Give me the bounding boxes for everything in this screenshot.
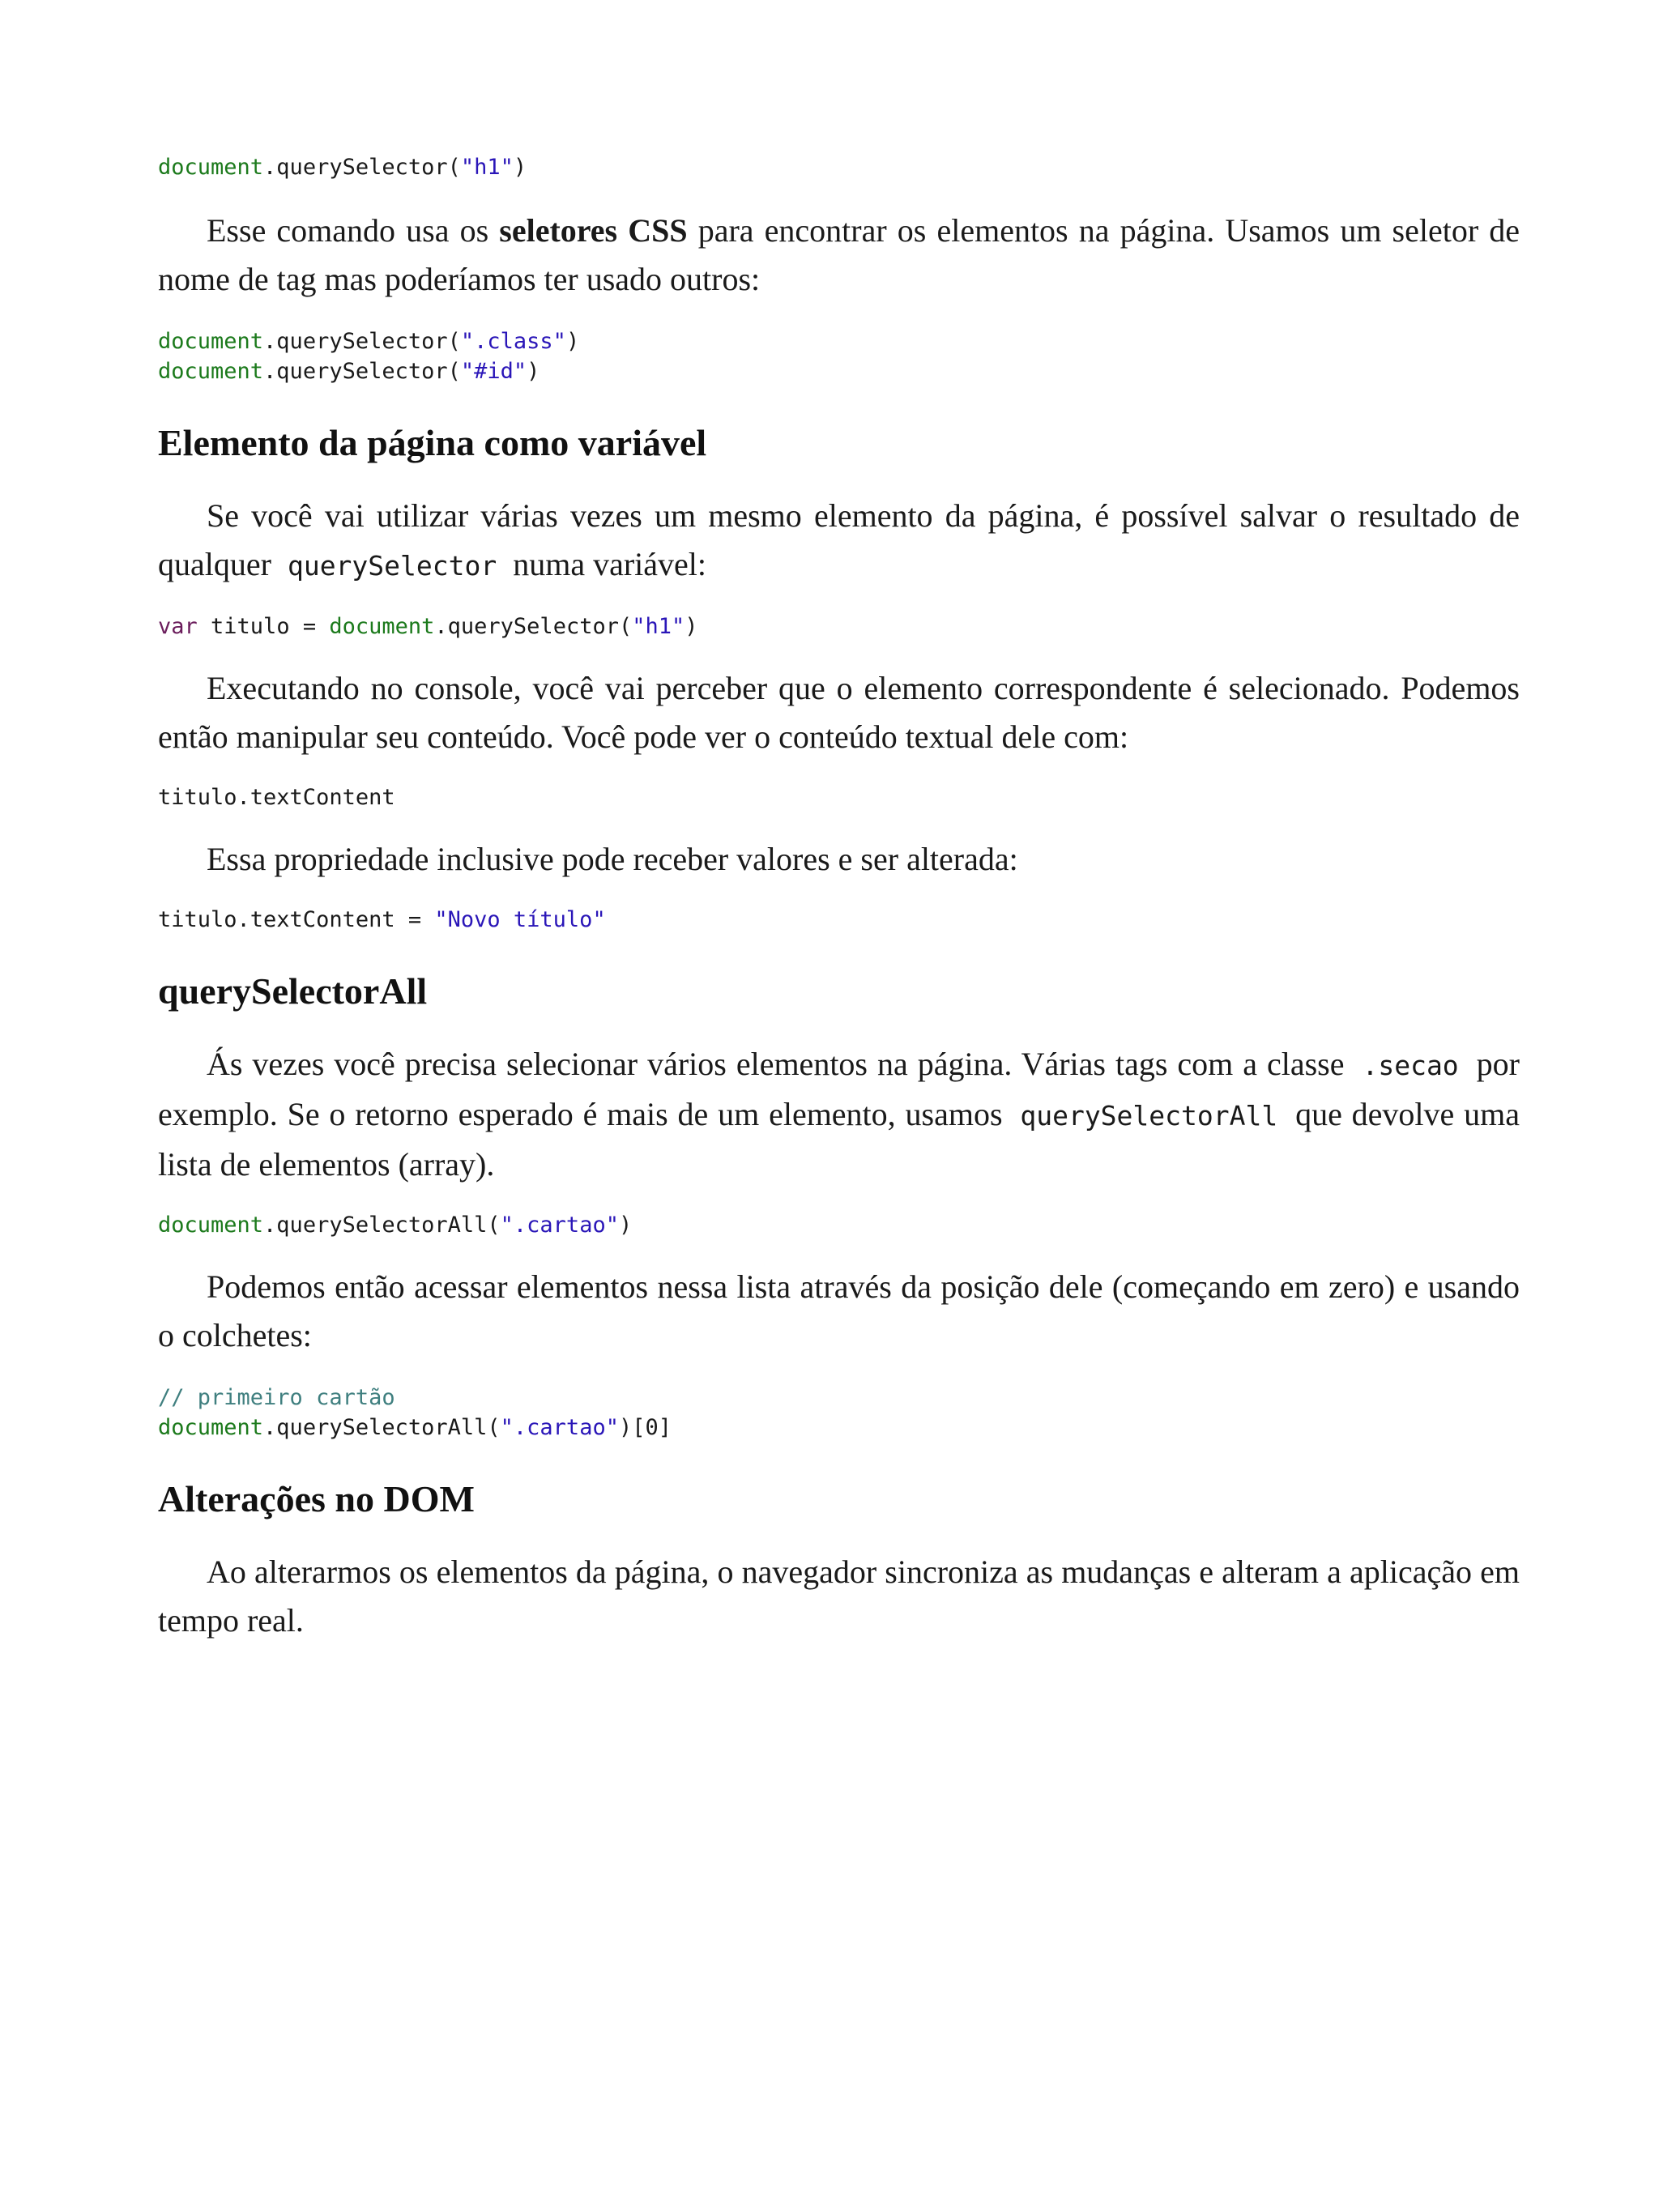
code-block-textcontent xyxy=(158,782,1520,812)
code-block-cartao xyxy=(158,1210,1520,1240)
paragraph-colchetes: Podemos então acessar elementos nessa lista através da posição dele (começando em zero) e usando o colchetes: xyxy=(158,1268,1520,1353)
code-close: ) xyxy=(684,614,698,639)
code-keyword: var xyxy=(158,614,198,639)
paragraph-propriedade: Essa propriedade inclusive pode receber valores e ser alterada: xyxy=(207,841,1018,877)
code-object: document xyxy=(158,1213,264,1238)
code-line xyxy=(158,905,1520,935)
code-comment: // primeiro cartão xyxy=(158,1385,395,1410)
code-method: .querySelector( xyxy=(434,614,633,639)
para-text: para encontrar os elementos na página. Usamos um seletor de nome de tag mas poderíamos ter usado outros: xyxy=(158,212,1520,297)
code-string: "#id" xyxy=(460,359,527,384)
paragraph-dom: Ao alterarmos os elementos da página, o navegador sincroniza as mudanças e alteram a aplicação em tempo real. xyxy=(158,1554,1520,1639)
code-block-primeiro-cartao xyxy=(158,1383,1520,1443)
paragraph-queryselectorall xyxy=(158,1040,1520,1189)
para-text: que devolve uma lista de elementos (array). xyxy=(158,1096,1520,1183)
code-object: document xyxy=(158,329,264,354)
code-string: ".cartao" xyxy=(500,1213,619,1238)
inline-code: querySelectorAll xyxy=(1020,1100,1278,1132)
code-close: )[0] xyxy=(618,1415,672,1440)
para-bold: seletores CSS xyxy=(499,212,688,249)
section-heading: querySelectorAll xyxy=(158,970,428,1012)
para-text: Esse comando usa os xyxy=(207,212,500,249)
code-block-queryselector-h1 xyxy=(158,152,1520,182)
code-string: "h1" xyxy=(632,614,685,639)
code-line xyxy=(158,612,1520,641)
code-object: document xyxy=(329,614,435,639)
code-object: document xyxy=(158,359,264,384)
para-text: numa variável: xyxy=(505,546,707,582)
para-text: por exemplo. Se o retorno esperado é mais de um elemento, usamos xyxy=(158,1046,1520,1132)
paragraph-console: Executando no console, você vai perceber que o elemento correspondente é selecionado. Podemos então manipular seu conteúdo. Você pode ver o conteúdo textual dele com: xyxy=(158,670,1520,755)
para-text: Ás vezes você precisa selecionar vários elementos na página. Várias tags com a classe xyxy=(207,1046,1354,1082)
section-heading: Alterações no DOM xyxy=(158,1478,475,1519)
code-line xyxy=(158,1413,1520,1443)
code-object: document xyxy=(158,1415,264,1440)
code-close: ) xyxy=(618,1213,633,1238)
code-method: .querySelector( xyxy=(263,155,461,180)
code-close: ) xyxy=(527,359,540,384)
code-method: .querySelectorAll( xyxy=(263,1213,501,1238)
section-heading: Elemento da página como variável xyxy=(158,422,707,463)
code-method: .querySelector( xyxy=(263,359,461,384)
code-line xyxy=(158,356,1520,386)
code-line xyxy=(158,1210,1520,1240)
inline-code: .secao xyxy=(1362,1050,1459,1081)
code-line xyxy=(158,326,1520,356)
code-text: titulo = xyxy=(197,614,330,639)
code-block-class-id xyxy=(158,326,1520,386)
code-close: ) xyxy=(513,155,527,180)
code-method: .querySelector( xyxy=(263,329,461,354)
code-object: document xyxy=(158,155,264,180)
code-string: "h1" xyxy=(460,155,514,180)
code-line: titulo.textContent xyxy=(158,785,395,810)
code-text: titulo.textContent = xyxy=(158,907,435,932)
code-block-novo-titulo xyxy=(158,905,1520,935)
code-string: ".class" xyxy=(460,329,566,354)
inline-code: querySelector xyxy=(287,550,497,582)
code-string: "Novo título" xyxy=(434,907,606,932)
paragraph-seletores xyxy=(158,207,1520,304)
code-method: .querySelectorAll( xyxy=(263,1415,501,1440)
code-close: ) xyxy=(565,329,580,354)
paragraph-variavel xyxy=(158,492,1520,590)
code-block-var-titulo xyxy=(158,612,1520,641)
code-string: ".cartao" xyxy=(500,1415,619,1440)
para-text: Se você vai utilizar várias vezes um mesmo elemento da página, é possível salvar o resultado de qualquer xyxy=(158,497,1520,582)
code-line xyxy=(158,152,1520,182)
